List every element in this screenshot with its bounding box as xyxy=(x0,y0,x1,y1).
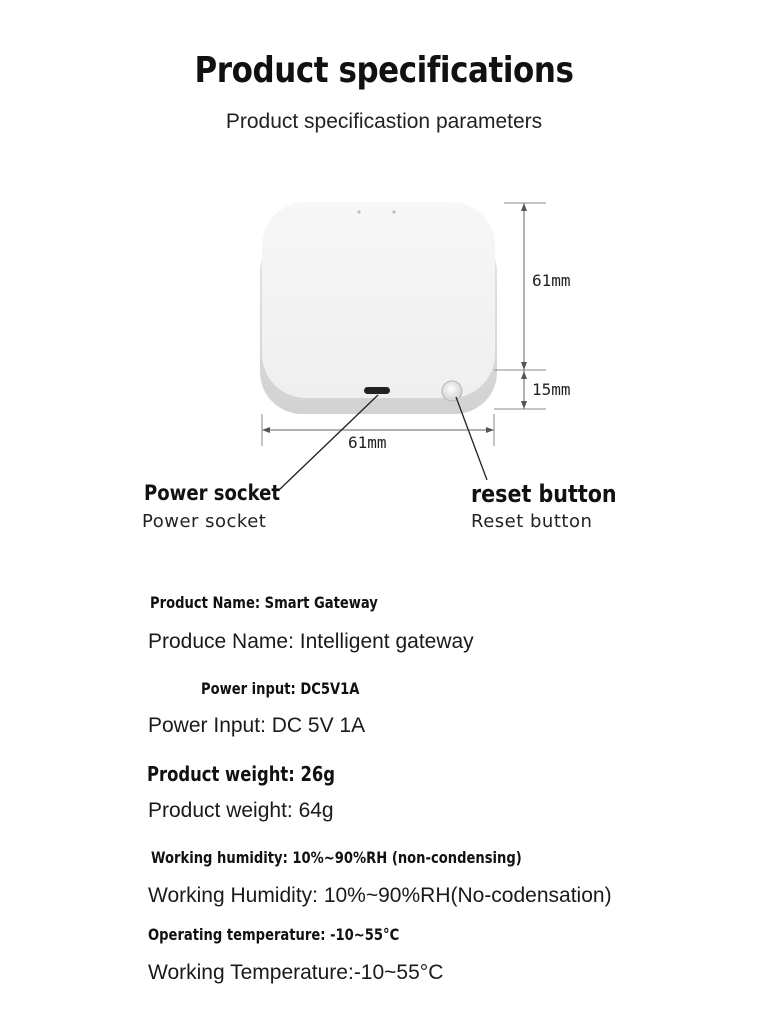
height-side-label: 15mm xyxy=(532,380,571,399)
width-label: 61mm xyxy=(348,433,387,452)
power-socket-port xyxy=(364,387,390,394)
reset-button-knob xyxy=(442,381,462,401)
spec-temperature-label: Operating temperature: -10~55°C xyxy=(148,925,400,944)
spec-name-label: Product Name: Smart Gateway xyxy=(150,593,378,612)
device-top xyxy=(262,202,495,398)
led-dot xyxy=(392,210,395,213)
spec-temperature-value: Working Temperature:-10~55°C xyxy=(148,961,444,984)
spec-power-label: Power input: DC5V1A xyxy=(201,679,360,698)
page-subtitle: Product specificastion parameters xyxy=(225,110,543,133)
power-socket-sublabel: Power socket xyxy=(142,511,267,532)
spec-humidity-label: Working humidity: 10%~90%RH (non-condensing) xyxy=(151,848,522,867)
reset-button-label: reset button xyxy=(471,480,617,508)
spec-weight-label: Product weight: 26g xyxy=(147,762,336,786)
spec-weight-value: Product weight: 64g xyxy=(148,799,334,822)
spec-humidity-value: Working Humidity: 10%~90%RH(No-codensation) xyxy=(148,884,612,907)
power-socket-label: Power socket xyxy=(144,481,281,505)
spec-name-value: Produce Name: Intelligent gateway xyxy=(148,630,474,653)
led-dot xyxy=(357,210,360,213)
spec-power-value: Power Input: DC 5V 1A xyxy=(148,714,366,737)
reset-button-sublabel: Reset button xyxy=(471,511,593,532)
page-title: Product specifications xyxy=(194,50,574,91)
height-top-label: 61mm xyxy=(532,271,571,290)
